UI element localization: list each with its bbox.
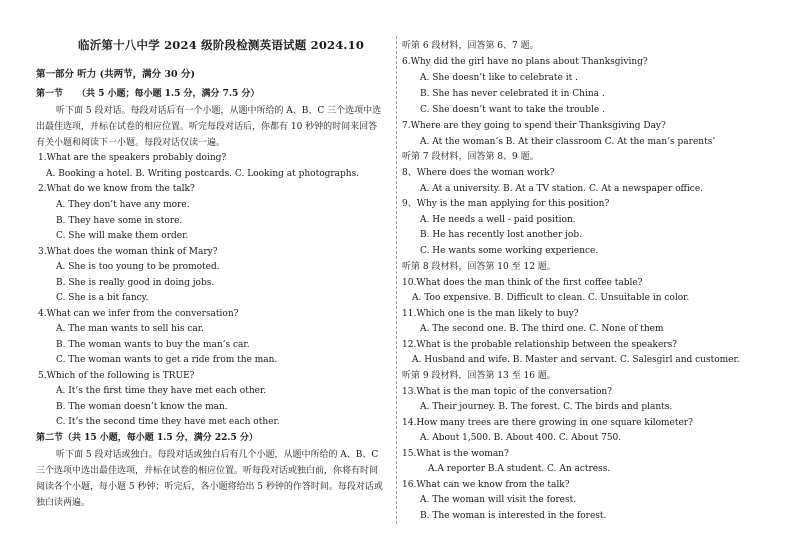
question-15: 15.What is the woman? <box>402 449 509 459</box>
question-1: 1.What are the speakers probably doing? <box>38 153 227 163</box>
question-7: 7.Where are they going to spend their Thanksgiving Day? <box>402 121 666 131</box>
question-9: 9、Why is the man applying for this position? <box>402 199 610 209</box>
question-3-option-c: C. She is a bit fancy. <box>56 293 149 303</box>
question-9-option-a: A. He needs a well - paid position. <box>420 215 576 225</box>
question-2-option-a: A. They don’t have any more. <box>56 200 190 210</box>
section1-instruction-line: 有关小题和阅读下一小题。每段对话仅读一遍。 <box>36 138 226 148</box>
question-1-options: A. Booking a hotel. B. Writing postcards. C. Looking at photographs. <box>46 169 360 179</box>
question-5: 5.Which of the following is TRUE? <box>38 371 195 381</box>
question-16-option-a: A. The woman will visit the forest. <box>420 495 577 505</box>
question-4-option-c: C. The woman wants to get a ride from the man. <box>56 355 278 365</box>
question-5-option-b: B. The woman doesn’t know the man. <box>56 402 228 412</box>
question-6-option-a: A. She doesn’t like to celebrate it . <box>420 73 578 83</box>
material-7-heading: 听第 7 段材料，回答第 8、9 题。 <box>402 152 539 162</box>
section2-instruction-line: 三个选项中选出最佳选项，并标在试卷的相应位置。听每段对话或独白前，你将有时间 <box>36 466 379 476</box>
question-4-option-a: A. The man wants to sell his car. <box>56 324 204 334</box>
question-16: 16.What can we know from the talk? <box>402 480 570 490</box>
question-13-options: A. Their journey. B. The forest. C. The birds and plants. <box>420 402 673 412</box>
question-11-options: A. The second one. B. The third one. C. None of them <box>420 324 664 334</box>
question-6-option-b: B. She has never celebrated it in China . <box>420 89 605 99</box>
section2-instruction-line: 阅读各个小题，每小题 5 秒钟；听完后，各小题将给出 5 秒钟的作答时间。每段对话或 <box>36 482 383 492</box>
question-8-options: A. At a university. B. At a TV station. C. At a newspaper office. <box>420 184 704 194</box>
question-12-options: A. Husband and wife. B. Master and servant. C. Salesgirl and customer. <box>412 355 740 365</box>
section1-label: 第一节 <box>36 89 64 99</box>
material-8-heading: 听第 8 段材料，回答第 10 至 12 题。 <box>402 262 556 272</box>
section2-score: （共 15 小题，每小题 1.5 分，满分 22.5 分） <box>63 433 258 443</box>
column-divider <box>396 36 397 524</box>
question-14-options: A. About 1,500. B. About 400. C. About 750. <box>420 433 622 443</box>
question-5-option-a: A. It’s the first time they have met each other. <box>56 386 267 396</box>
question-11: 11.Which one is the man likely to buy? <box>402 309 579 319</box>
question-4-option-b: B. The woman wants to buy the man’s car. <box>56 340 250 350</box>
question-13: 13.What is the man topic of the conversation? <box>402 387 612 397</box>
section1-score: （共 5 小题；每小题 1.5 分，满分 7.5 分） <box>77 89 260 99</box>
question-3-option-b: B. She is really good in doing jobs. <box>56 278 215 288</box>
question-9-option-c: C. He wants some working experience. <box>420 246 599 256</box>
question-4: 4.What can we infer from the conversation? <box>38 309 239 319</box>
section2-instruction-line: 听下面 5 段对话或独白。每段对话或独白后有几个小题，从题中所给的 A、B、C <box>56 450 379 460</box>
question-10: 10.What does the man think of the first coffee table? <box>402 278 643 288</box>
question-7-options: A. At the woman’s B. At their classroom C. At the man’s parents’ <box>420 137 716 147</box>
section1-heading <box>36 89 259 100</box>
question-9-option-b: B. He has recently lost another job. <box>420 230 582 240</box>
part1-heading: 第一部分 听力 (共两节，满分 30 分) <box>36 69 195 80</box>
question-16-option-b: B. The woman is interested in the forest. <box>420 511 607 521</box>
question-12: 12.What is the probable relationship between the speakers? <box>402 340 678 350</box>
section1-instruction-line: 听下面 5 段对话。每段对话后有一个小题，从题中所给的 A、B、C 三个选项中选 <box>56 106 382 116</box>
question-10-options: A. Too expensive. B. Difficult to clean. C. Unsuitable in color. <box>412 293 690 303</box>
question-2-option-c: C. She will make them order. <box>56 231 189 241</box>
exam-title: 临沂第十八中学 2024 级阶段检测英语试题 2024.10 <box>78 38 365 52</box>
question-2-option-b: B. They have some in store. <box>56 216 183 226</box>
section1-instruction-line: 出最佳选项，并标在试卷的相应位置。听完每段对话后，你都有 10 秒钟的时间来回答 <box>36 122 378 132</box>
question-3-option-a: A. She is too young to be promoted. <box>56 262 220 272</box>
question-2: 2.What do we know from the talk? <box>38 184 195 194</box>
question-14: 14.How many trees are there growing in one square kilometer? <box>402 418 693 428</box>
material-6-heading: 听第 6 段材料，回答第 6、7 题。 <box>402 41 539 51</box>
material-9-heading: 听第 9 段材料，回答第 13 至 16 题。 <box>402 371 556 381</box>
question-15-options: A.A reporter B.A student. C. An actress. <box>428 464 611 474</box>
question-6: 6.Why did the girl have no plans about Thanksgiving? <box>402 57 648 67</box>
section2-label: 第二节 <box>36 433 64 443</box>
question-8: 8、Where does the woman work? <box>402 168 555 178</box>
question-5-option-c: C. It’s the second time they have met each other. <box>56 417 280 427</box>
section2-instruction-line: 独白读两遍。 <box>36 498 91 508</box>
question-3: 3.What does the woman think of Mary? <box>38 247 218 257</box>
question-6-option-c: C. She doesn’t want to take the trouble . <box>420 105 605 115</box>
section2-heading <box>36 433 258 444</box>
